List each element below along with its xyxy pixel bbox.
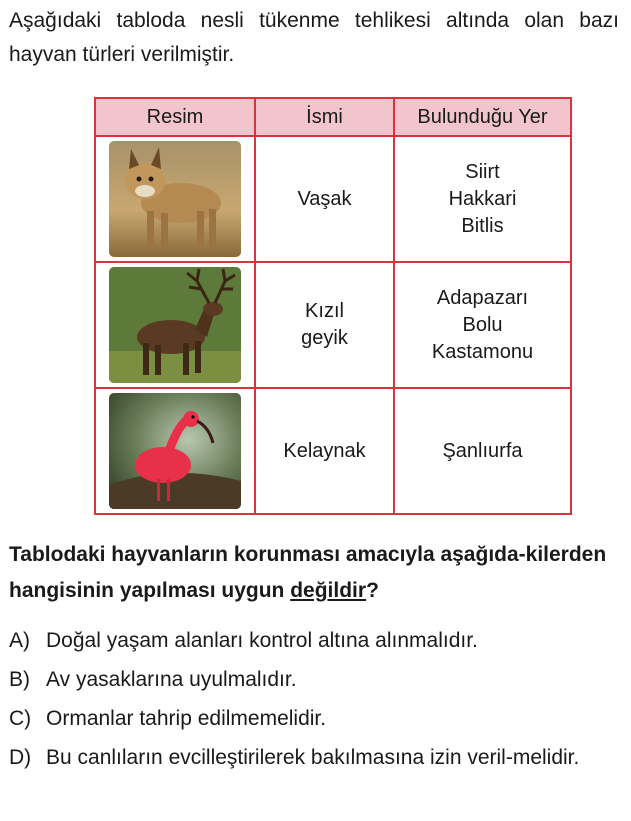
animal-name: geyik [301, 327, 348, 349]
name-cell [255, 388, 394, 514]
intro-text: Aşağıdaki tabloda nesli tükenme tehlikesi altında olan bazı hayvan türleri verilmiştir. [9, 9, 619, 66]
table-row [95, 136, 571, 262]
animal-name: Kelaynak [283, 439, 366, 462]
question-text [9, 537, 621, 609]
question-mark: ? [366, 579, 379, 602]
header-picture: Resim [95, 98, 255, 136]
picture-cell [95, 388, 255, 514]
location-line: Kastamonu [431, 340, 534, 363]
option-letter: C) [9, 707, 32, 730]
option-c[interactable] [9, 699, 621, 738]
location-line: Siirt [465, 160, 500, 183]
option-text: Ormanlar tahrip edilmemelidir. [46, 707, 327, 730]
location-line: Bolu [462, 313, 503, 336]
table-row [95, 388, 571, 514]
animal-name: Vaşak [297, 187, 352, 210]
name-cell [255, 136, 394, 262]
table-row [95, 262, 571, 388]
option-a[interactable] [9, 621, 621, 660]
species-table [94, 97, 572, 515]
header-name: İsmi [255, 98, 394, 136]
option-letter: B) [9, 668, 30, 691]
option-letter: D) [9, 746, 32, 769]
table-header-row [95, 98, 571, 136]
header-location: Bulunduğu Yer [394, 98, 571, 136]
location-line: Adapazarı [436, 286, 529, 309]
picture-cell [95, 262, 255, 388]
option-text: Av yasaklarına uyulmalıdır. [46, 668, 297, 691]
question-emphasis: değildir [290, 579, 367, 602]
red-deer-photo [109, 267, 241, 383]
option-text: Doğal yaşam alanları kontrol altına alınmalıdır. [46, 629, 478, 652]
option-text: Bu canlıların evcilleştirilerek bakılmasına izin veril-melidir. [46, 746, 580, 769]
ibis-photo [109, 393, 241, 509]
name-cell [255, 262, 394, 388]
animal-name: Kızıl [305, 300, 344, 322]
location-line: Bitlis [461, 214, 504, 237]
answer-options [9, 621, 621, 777]
option-d[interactable] [9, 738, 621, 777]
location-line: Şanlıurfa [442, 439, 523, 462]
location-line: Hakkari [448, 187, 517, 210]
picture-cell [95, 136, 255, 262]
option-letter: A) [9, 629, 30, 652]
lynx-photo [109, 141, 241, 257]
location-cell [394, 388, 571, 514]
location-cell [394, 262, 571, 388]
question-main: Tablodaki hayvanların korunması amacıyla aşağıda-kilerden hangisinin yapılması uygun [9, 543, 607, 602]
location-cell [394, 136, 571, 262]
option-b[interactable] [9, 660, 621, 699]
